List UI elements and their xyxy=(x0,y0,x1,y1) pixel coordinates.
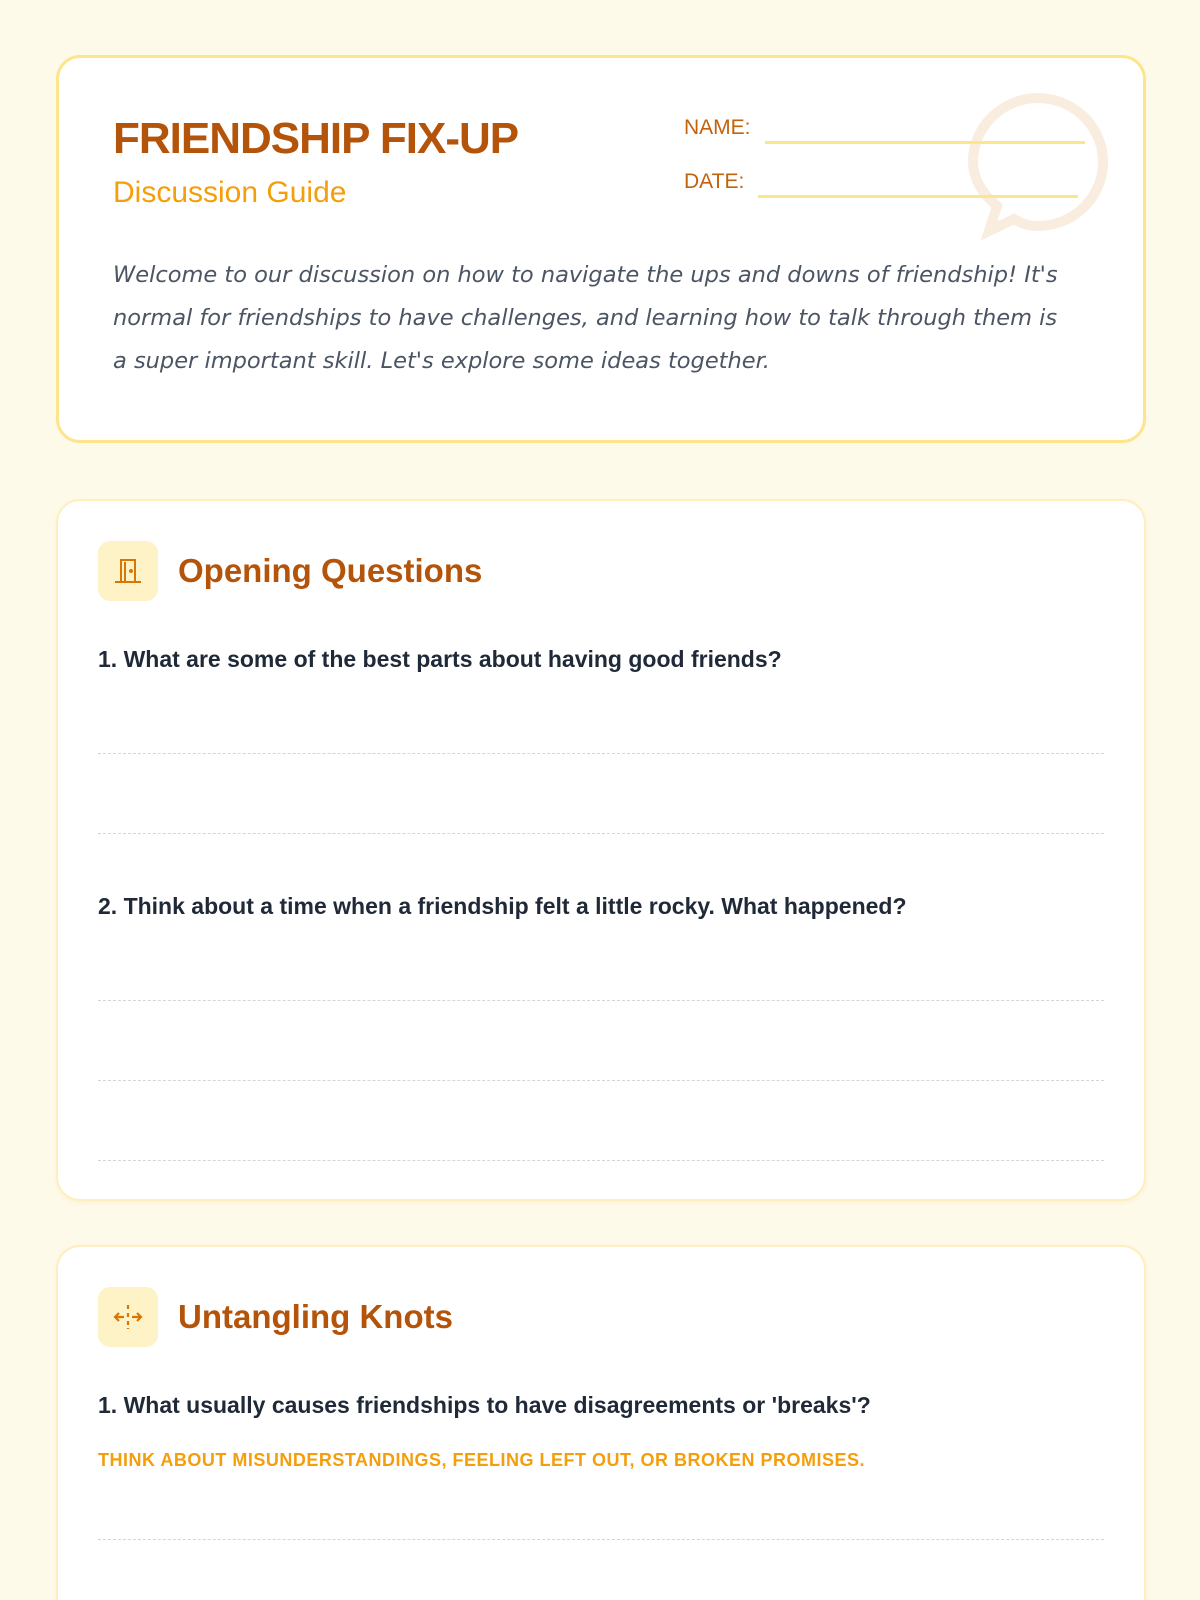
speech-bubble-icon xyxy=(963,90,1113,240)
door-icon xyxy=(98,541,158,601)
section-untangling-knots xyxy=(56,1245,1146,1600)
answer-line[interactable] xyxy=(98,833,1104,834)
answer-line[interactable] xyxy=(98,753,1104,754)
section-title: Untangling Knots xyxy=(178,1298,453,1335)
date-line[interactable] xyxy=(758,195,1078,198)
page-title: FRIENDSHIP FIX-UP xyxy=(113,114,519,163)
date-field[interactable] xyxy=(684,170,1078,194)
answer-line[interactable] xyxy=(98,1080,1104,1081)
split-arrows-icon xyxy=(98,1287,158,1347)
date-label: DATE: xyxy=(684,170,745,193)
page-subtitle: Discussion Guide xyxy=(113,176,347,209)
section-opening-questions xyxy=(56,499,1146,1201)
question-hint: THINK ABOUT MISUNDERSTANDINGS, FEELING LEFT OUT, OR BROKEN PROMISES. xyxy=(98,1450,866,1470)
answer-line[interactable] xyxy=(98,1000,1104,1001)
question: 2. Think about a time when a friendship felt a little rocky. What happened? xyxy=(98,893,907,919)
header-card xyxy=(56,55,1146,443)
name-line[interactable] xyxy=(765,141,1085,144)
answer-line[interactable] xyxy=(98,1539,1104,1540)
section-title: Opening Questions xyxy=(178,552,483,589)
question: 1. What are some of the best parts about having good friends? xyxy=(98,646,782,672)
name-label: NAME: xyxy=(684,116,751,139)
name-field[interactable] xyxy=(684,116,1085,140)
question: 1. What usually causes friendships to have disagreements or 'breaks'? xyxy=(98,1392,871,1418)
intro-text: Welcome to our discussion on how to navigate the ups and downs of friendship! It's normal for friendships to have challenges, and learning how to talk through them is a super important skill. Let's explore some ideas together. xyxy=(113,262,1058,374)
answer-line[interactable] xyxy=(98,1160,1104,1161)
